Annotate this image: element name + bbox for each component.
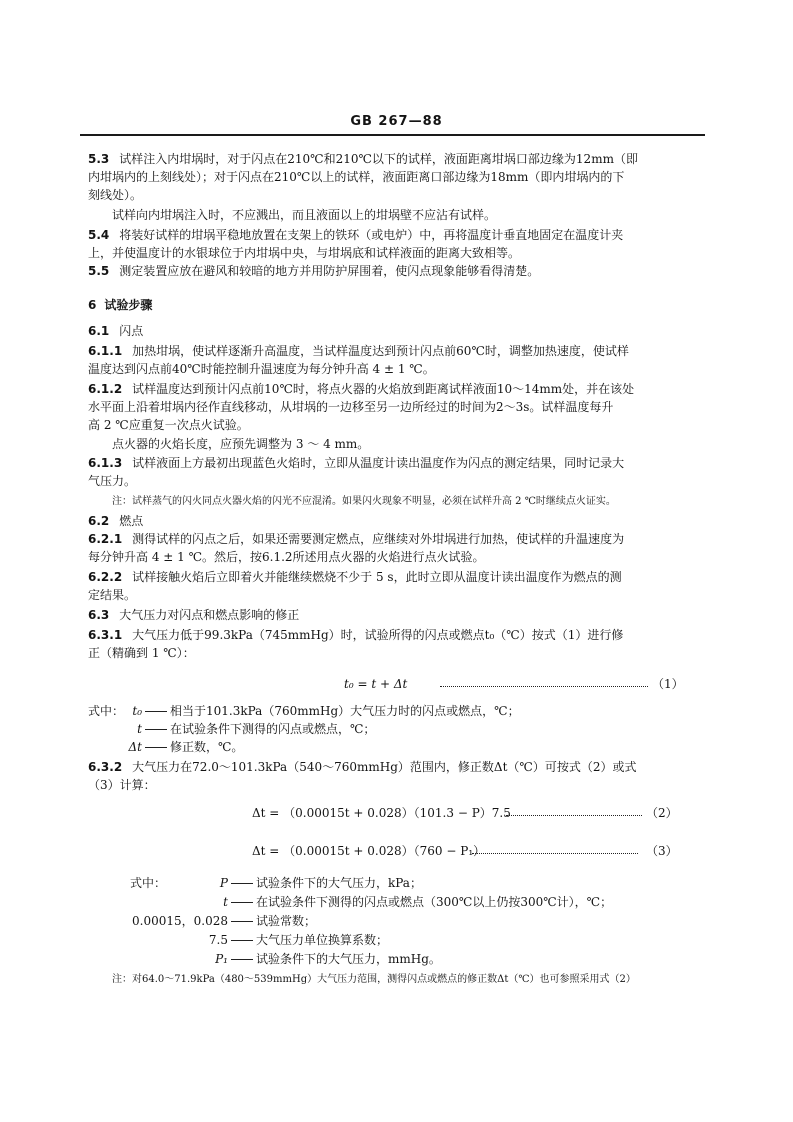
clause-number: 6.2.1 (88, 532, 123, 546)
def-dash (145, 747, 167, 748)
formula-3: Δt = （0.00015t + 0.028）（760 − P₁） (252, 844, 486, 858)
standard-header: GB 267—88 (350, 114, 443, 129)
para-6-2-2-line-1: 6.2.2 试样接触火焰后立即着火并能继续燃烧不少于 5 s，此时立即从温度计读出温度作为燃点的测 (88, 570, 622, 584)
para-6-1-2-line-4: 点火器的火焰长度，应预先调整为 3 ～ 4 mm。 (112, 437, 370, 451)
para-6-3-2-line-2: （3）计算： (88, 778, 156, 792)
section-6-heading: 6 试验步骤 (88, 298, 153, 312)
note-flash: 注：试样蒸气的闪火同点火器火焰的闪光不应混淆。如果闪火现象不明显，必须在试样升高 2 ℃时继续点火证实。 (112, 496, 616, 507)
def-symbol: P (219, 876, 228, 890)
clause-number: 6.1.2 (88, 382, 123, 396)
def-symbol: 7.5 (208, 933, 228, 947)
defs-2-line-1 (130, 876, 422, 891)
def-dash (145, 711, 167, 712)
def-text: 相当于101.3kPa（760mmHg）大气压力时的闪点或燃点，℃； (170, 704, 520, 718)
def-text: 在试验条件下测得的闪点或燃点，℃； (170, 722, 376, 736)
def-dash (231, 902, 253, 903)
section-number: 6.3 (88, 608, 110, 622)
para-6-1-2-line-1: 6.1.2 试样温度达到预计闪点前10℃时，将点火器的火焰放到距离试样液面10～14mm处，并在该处 (88, 382, 635, 396)
note-pressure-range: 注：对64.0～71.9kPa（480～539mmHg）大气压力范围，测得闪点或燃点的修正数Δt（℃）也可参照采用式（2） (112, 974, 636, 985)
clause-number: 5.4 (88, 228, 110, 242)
defs-lead: 式中： (130, 876, 167, 890)
formula-3-number: （3） (646, 844, 678, 858)
def-text: 在试验条件下测得的闪点或燃点（300℃以上仍按300℃计），℃； (256, 895, 613, 909)
header-rule (80, 134, 705, 136)
section-number: 6.2 (88, 514, 110, 528)
clause-number: 6.1.3 (88, 456, 123, 470)
section-6-2-heading: 6.2 燃点 (88, 514, 144, 528)
para-6-2-1-line-2: 每分钟升高 4 ± 1 ℃。然后，按6.1.2所述用点火器的火焰进行点火试验。 (88, 550, 485, 564)
para-6-1-1-line-1: 6.1.1 加热坩埚，使试样逐渐升高温度，当试样温度达到预计闪点前60℃时，调整加热速度，使试样 (88, 344, 629, 358)
clause-number: 6.3.1 (88, 628, 123, 642)
para-6-3-1-line-1: 6.3.1 大气压力低于99.3kPa（745mmHg）时，试验所得的闪点或燃点t₀（℃）按式（1）进行修 (88, 628, 624, 642)
def-dash (231, 883, 253, 884)
para-5-3-line-2: 内坩埚内的上刻线处）；对于闪点在210℃以上的试样，液面距离口部边缘为18mm（即内坩埚内的下 (88, 170, 625, 184)
section-6-1-heading: 6.1 闪点 (88, 324, 144, 338)
def-symbol: 0.00015，0.028 (132, 914, 228, 928)
defs-lead: 式中： (88, 704, 125, 718)
clause-number: 5.3 (88, 152, 110, 166)
def-dash (231, 959, 253, 960)
def-symbol: t (223, 895, 228, 909)
para-6-1-2-line-3: 高 2 ℃应重复一次点火试验。 (88, 418, 249, 432)
para-6-2-1-line-1: 6.2.1 测得试样的闪点之后，如果还需要测定燃点，应继续对外坩埚进行加热，使试样的升温速度为 (88, 532, 625, 546)
formula-1-number: （1） (652, 677, 684, 691)
formula-2-leader (506, 815, 642, 816)
clause-number: 6.2.2 (88, 570, 123, 584)
section-number: 6.1 (88, 324, 110, 338)
formula-2: Δt = （0.00015t + 0.028）（101.3 − P）7.5 (252, 806, 511, 820)
para-6-3-2-line-1: 6.3.2 大气压力在72.0～101.3kPa（540～760mmHg）范围内，修正数Δt（℃）可按式（2）或式 (88, 760, 637, 774)
clause-number: 5.5 (88, 264, 110, 278)
def-text: 试验条件下的大气压力，kPa； (256, 876, 422, 890)
def-symbol: Δt (128, 740, 142, 754)
defs-2-line-3 (130, 914, 316, 929)
para-6-1-1-line-2: 温度达到闪点前40℃时能控制升温速度为每分钟升高 4 ± 1 ℃。 (88, 362, 435, 376)
clause-number: 6.1.1 (88, 344, 123, 358)
para-5-3-line-3: 刻线处）。 (88, 188, 143, 202)
def-dash (231, 940, 253, 941)
para-6-2-2-line-2: 定结果。 (88, 588, 137, 602)
def-symbol: t (137, 722, 142, 736)
para-5-4-line-2: 上，并使温度计的水银球位于内坩埚中央，与坩埚底和试样液面的距离大致相等。 (88, 246, 521, 260)
para-6-1-3-line-2: 气压力。 (88, 474, 137, 488)
defs-1-line-3 (88, 740, 243, 755)
para-6-1-2-line-2: 水平面上沿着坩埚内径作直线移动，从坩埚的一边移至另一边所经过的时间为2～3s。试样温度每升 (88, 400, 614, 414)
para-5-5-line-1: 5.5 测定装置应放在避风和较暗的地方并用防护屏围着，使闪点现象能够看得清楚。 (88, 264, 540, 278)
def-symbol: t₀ (132, 704, 143, 718)
para-6-3-1-line-2: 正（精确到 1 ℃）： (88, 646, 195, 660)
def-dash (231, 921, 253, 922)
def-text: 试验条件下的大气压力，mmHg。 (256, 952, 441, 966)
para-5-3-line-4: 试样向内坩埚注入时，不应溅出，而且液面以上的坩埚壁不应沾有试样。 (112, 208, 497, 222)
formula-1-leader (440, 686, 648, 687)
defs-1-line-2 (88, 722, 375, 737)
defs-1-line-1 (88, 704, 520, 719)
formula-1: t₀ = t + Δt (344, 677, 408, 691)
def-text: 试验常数； (256, 914, 317, 928)
section-6-3-heading: 6.3 大气压力对闪点和燃点影响的修正 (88, 608, 300, 622)
formula-2-number: （2） (646, 806, 678, 820)
para-5-3-line-1: 5.3 试样注入内坩埚时，对于闪点在210℃和210℃以下的试样，液面距离坩埚口部边缘为12mm（即 (88, 152, 638, 166)
defs-2-line-5 (130, 952, 441, 967)
para-6-1-3-line-1: 6.1.3 试样液面上方最初出现蓝色火焰时，立即从温度计读出温度作为闪点的测定结果，同时记录大 (88, 456, 625, 470)
def-text: 修正数，℃。 (170, 740, 244, 754)
formula-3-leader (472, 853, 638, 854)
para-5-4-line-1: 5.4 将装好试样的坩埚平稳地放置在支架上的铁环（或电炉）中，再将温度计垂直地固定在温度计夹 (88, 228, 624, 242)
def-text: 大气压力单位换算系数； (256, 933, 389, 947)
defs-2-line-4 (130, 933, 388, 948)
clause-number: 6.3.2 (88, 760, 123, 774)
def-dash (145, 729, 167, 730)
section-number: 6 (88, 298, 97, 312)
def-symbol: P₁ (215, 952, 228, 966)
defs-2-line-2 (130, 895, 612, 910)
